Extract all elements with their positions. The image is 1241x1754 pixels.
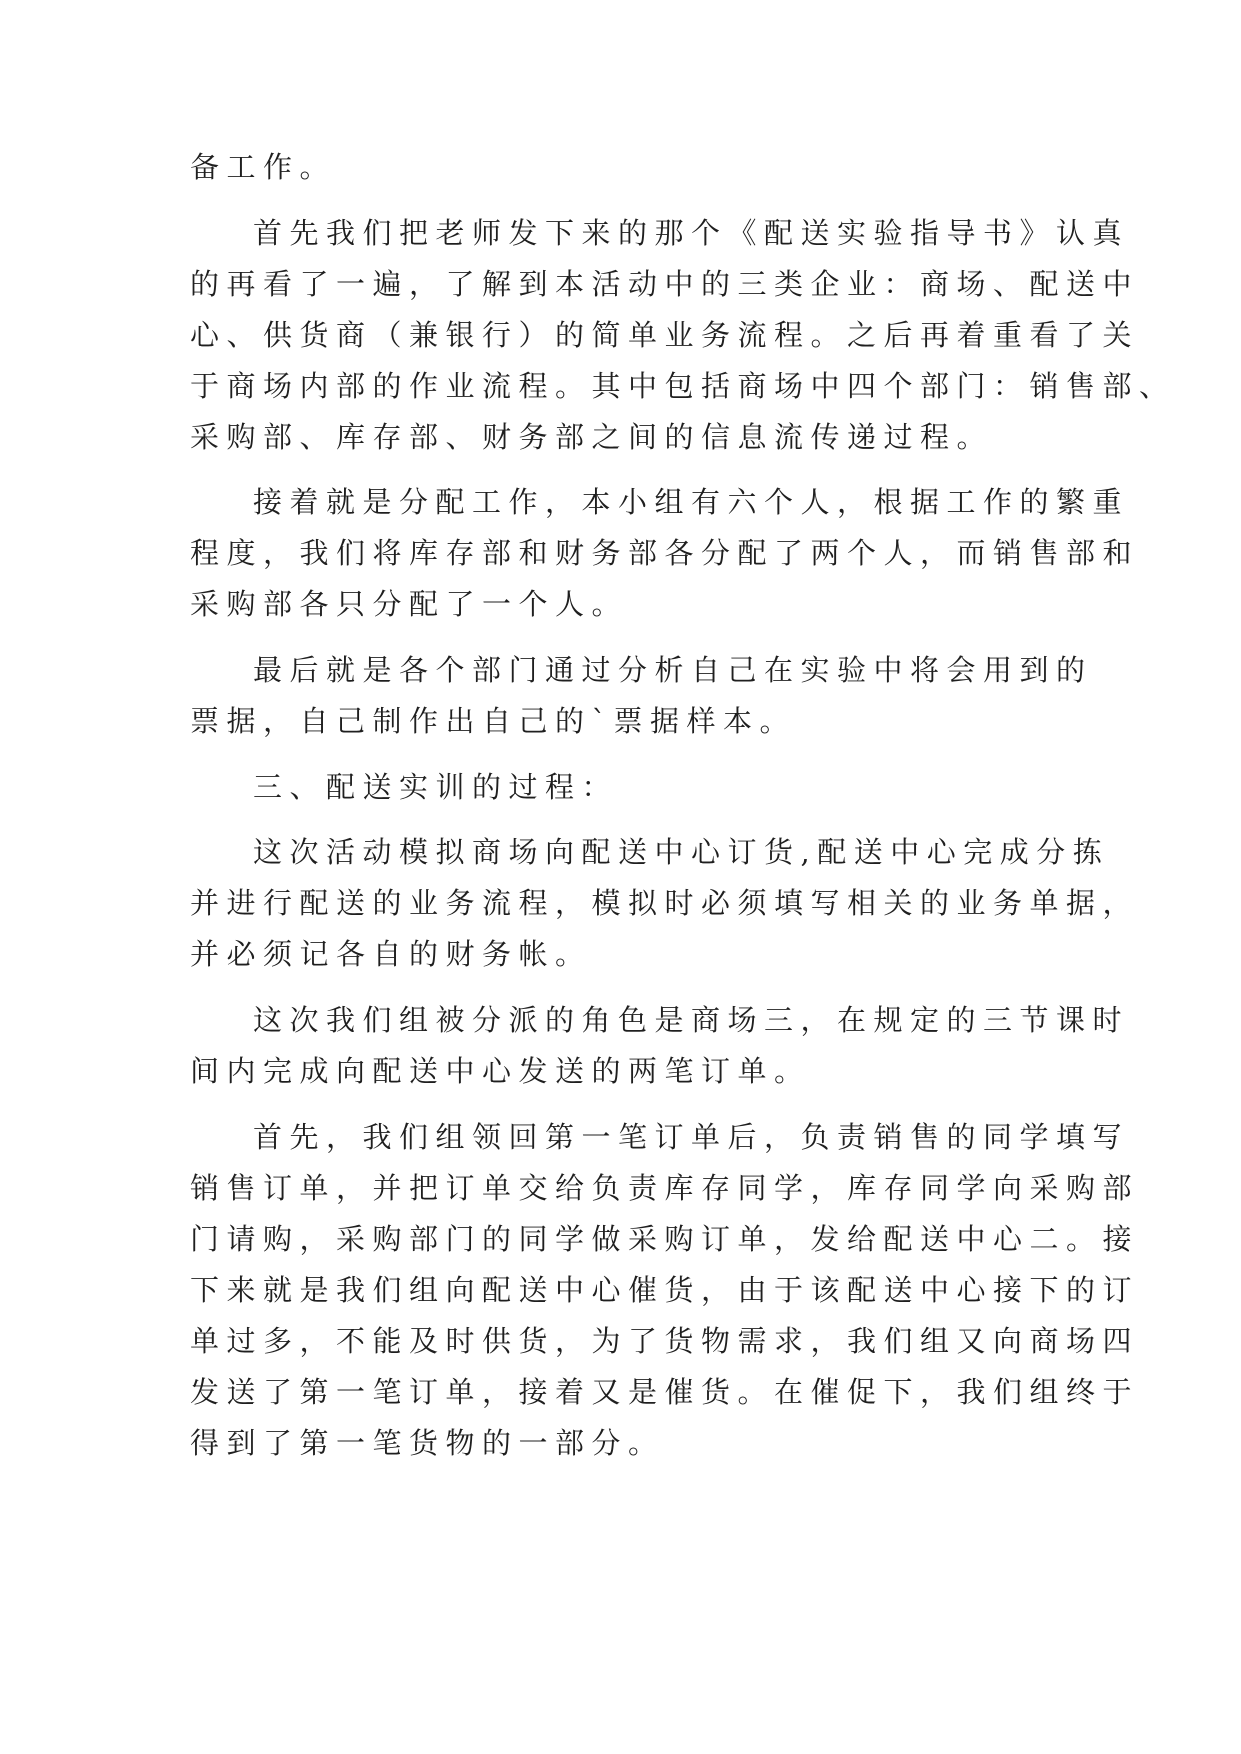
text-line: 门请购，采购部门的同学做采购订单，发给配送中心二。接 (190, 1222, 1140, 1256)
text-line: 备工作。 (190, 150, 337, 184)
paragraph-first-line: 接着就是分配工作，本小组有六个人，根据工作的繁重 (253, 485, 1130, 519)
paragraph-first-line: 首先，我们组领回第一笔订单后，负责销售的同学填写 (253, 1120, 1130, 1154)
text-line: 的再看了一遍，了解到本活动中的三类企业：商场、配送中 (190, 267, 1140, 301)
text-line: 销售订单，并把订单交给负责库存同学，库存同学向采购部 (190, 1171, 1140, 1205)
section-heading: 三、配送实训的过程： (253, 770, 619, 804)
text-line: 单过多，不能及时供货，为了货物需求，我们组又向商场四 (190, 1324, 1140, 1358)
text-line: 发送了第一笔订单，接着又是催货。在催促下，我们组终于 (190, 1375, 1140, 1409)
text-line: 采购部、库存部、财务部之间的信息流传递过程。 (190, 420, 994, 454)
paragraph-first-line: 这次我们组被分派的角色是商场三，在规定的三节课时 (253, 1003, 1130, 1037)
paragraph-first-line: 最后就是各个部门通过分析自己在实验中将会用到的 (253, 653, 1093, 687)
text-line: 下来就是我们组向配送中心催货，由于该配送中心接下的订 (190, 1273, 1140, 1307)
text-line: 于商场内部的作业流程。其中包括商场中四个部门：销售部、 (190, 369, 1176, 403)
text-line: 心、供货商（兼银行）的简单业务流程。之后再着重看了关 (190, 318, 1140, 352)
text-line: 票据，自己制作出自己的`票据样本。 (190, 704, 797, 738)
text-line: 并进行配送的业务流程，模拟时必须填写相关的业务单据， (190, 886, 1140, 920)
paragraph-first-line: 这次活动模拟商场向配送中心订货,配送中心完成分拣 (253, 835, 1110, 869)
text-line: 采购部各只分配了一个人。 (190, 587, 629, 621)
text-line: 并必须记各自的财务帐。 (190, 937, 592, 971)
text-line: 间内完成向配送中心发送的两笔订单。 (190, 1054, 811, 1088)
text-line: 程度，我们将库存部和财务部各分配了两个人，而销售部和 (190, 536, 1140, 570)
text-line: 得到了第一笔货物的一部分。 (190, 1426, 665, 1460)
paragraph-first-line: 首先我们把老师发下来的那个《配送实验指导书》认真 (253, 216, 1130, 250)
